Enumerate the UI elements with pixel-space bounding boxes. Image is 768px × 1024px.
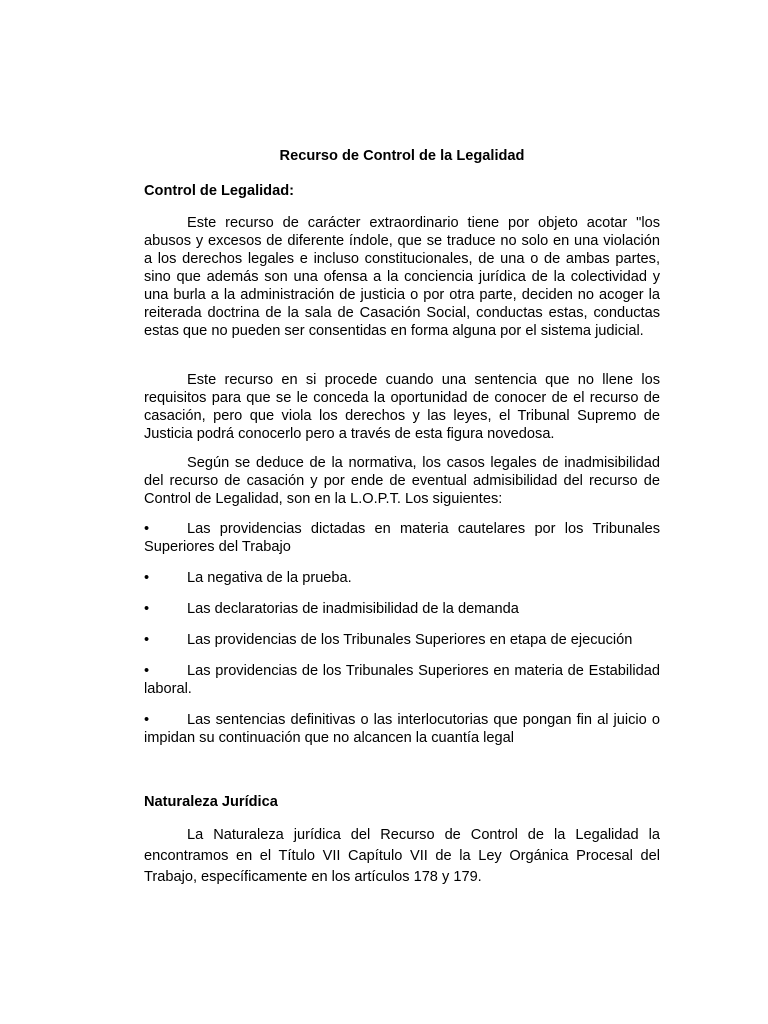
paragraph-normativa: Según se deduce de la normativa, los casos legales de inadmisibilidad del recurso de casación y por ende de eventual admisibilidad del recurso de Control de Legalidad, son en la L.O.P.T. Los siguientes:	[144, 455, 660, 507]
bullet-icon: •	[144, 632, 150, 648]
section-heading-naturaleza-juridica: Naturaleza Jurídica	[144, 794, 278, 810]
document-title: Recurso de Control de la Legalidad	[279, 148, 525, 164]
list-item-text: Las providencias de los Tribunales Superiores en materia de Estabilidad laboral.	[144, 663, 660, 697]
paragraph-naturaleza: La Naturaleza jurídica del Recurso de Control de la Legalidad la encontramos en el Título VII Capítulo VII de la Ley Orgánica Procesal del Trabajo, específicamente en los artículos 178 y 179.	[144, 827, 660, 885]
list-item	[144, 631, 660, 649]
list-item	[144, 569, 660, 587]
bullet-icon: •	[144, 521, 150, 537]
bullet-icon: •	[144, 601, 150, 617]
list-item-text: Las declaratorias de inadmisibilidad de la demanda	[187, 601, 519, 617]
list-item-text: Las providencias de los Tribunales Superiores en etapa de ejecución	[187, 632, 633, 648]
list-item-text: Las sentencias definitivas o las interlocutorias que pongan fin al juicio o impidan su continuación que no alcancen la cuantía legal	[144, 712, 660, 746]
paragraph-intro: Este recurso de carácter extraordinario tiene por objeto acotar "los abusos y excesos de diferente índole, que se traduce no solo en una violación a los derechos legales e incluso constitucionales, de una o de ambas partes, sino que además son una ofensa a la conciencia jurídica de la colectividad y una burla a la administración de justicia o por otra parte, deciden no acoger la reiterada doctrina de la sala de Casación Social, conductas estas, conductas estas que no pueden ser consentidas en forma alguna por el sistema judicial.	[144, 215, 660, 339]
list-item	[144, 600, 660, 618]
bullet-icon: •	[144, 712, 150, 728]
section-heading-control-legalidad: Control de Legalidad:	[144, 183, 294, 199]
list-item	[144, 520, 660, 556]
paragraph-procedencia: Este recurso en si procede cuando una sentencia que no llene los requisitos para que se le conceda la oportunidad de conocer de el recurso de casación, pero que viola los derechos y las leyes, el Tribunal Supremo de Justicia podrá conocerlo pero a través de esta figura novedosa.	[144, 372, 660, 442]
list-item	[144, 662, 660, 698]
bullet-icon: •	[144, 570, 150, 586]
list-item	[144, 711, 660, 747]
list-item-text: Las providencias dictadas en materia cautelares por los Tribunales Superiores del Trabajo	[144, 521, 660, 555]
bullet-icon: •	[144, 663, 150, 679]
list-item-text: La negativa de la prueba.	[187, 570, 352, 586]
